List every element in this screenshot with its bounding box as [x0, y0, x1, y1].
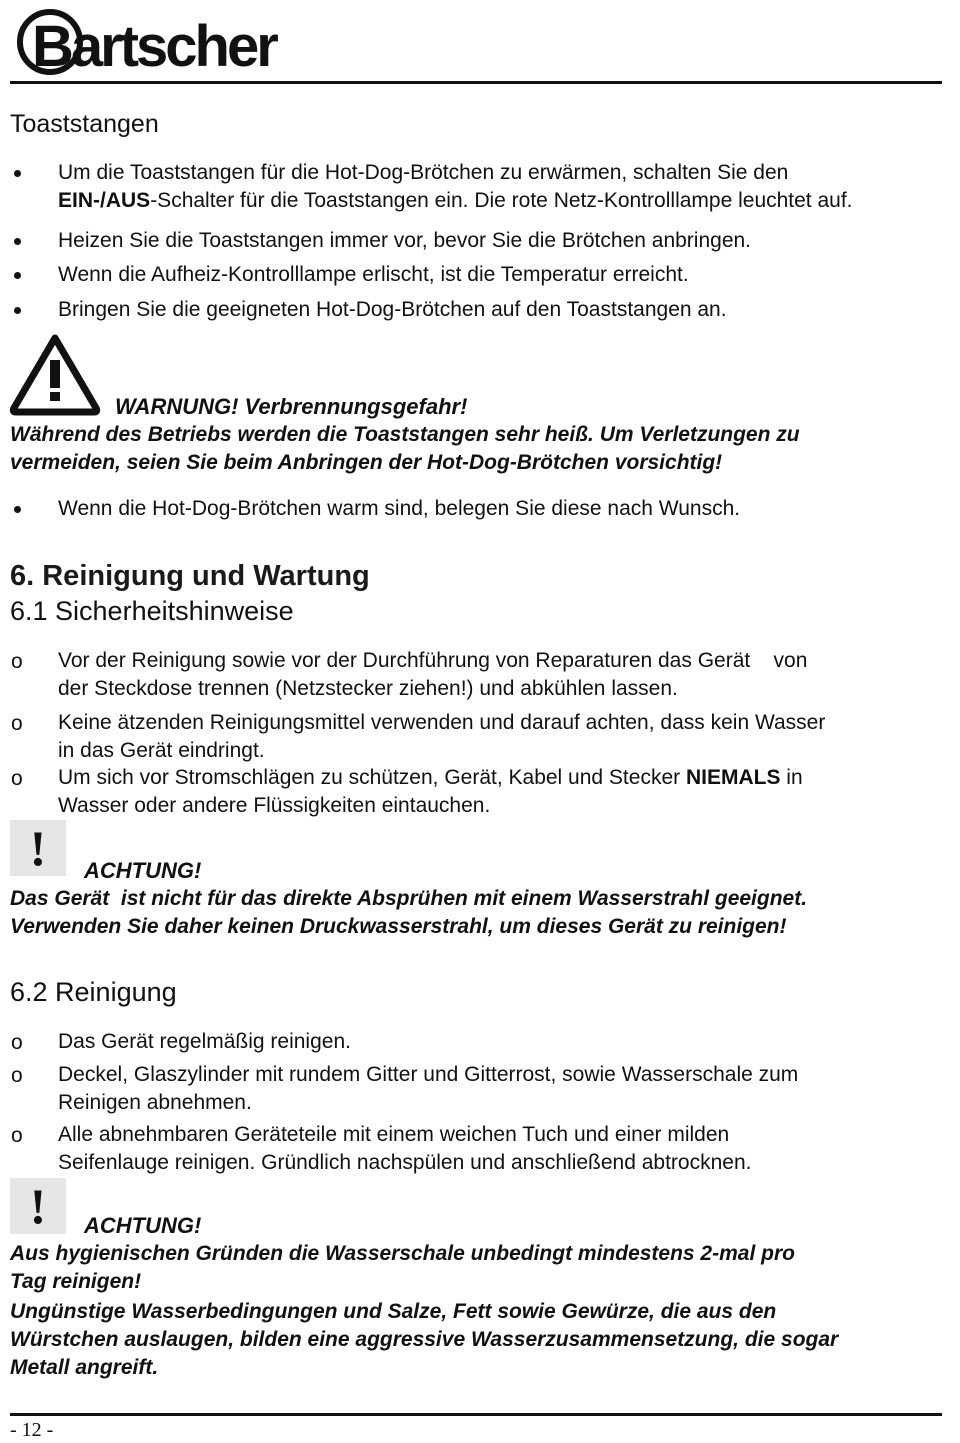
page-number: - 12 -: [10, 1419, 54, 1441]
warning-title: WARNUNG! Verbrennungsgefahr!: [115, 394, 468, 419]
clean-item-2-line2: Reinigen abnehmen.: [58, 1091, 252, 1114]
caution-body-2: [10, 1240, 950, 1382]
exclamation-icon: [10, 1178, 66, 1234]
toast-item-2: Heizen Sie die Toaststangen immer vor, bevor Sie die Brötchen anbringen.: [58, 229, 752, 252]
section-6-2-title: 6.2 Reinigung: [10, 977, 177, 1007]
caution-1-line2: Verwenden Sie daher keinen Druckwasserstrahl, um dieses Gerät zu reinigen!: [10, 915, 787, 938]
warning-line1: Während des Betriebs werden die Toaststangen sehr heiß. Um Verletzungen zu: [10, 423, 800, 446]
clean-item-3-line1: Alle abnehmbaren Geräteteile mit einem weichen Tuch und einer milden: [58, 1123, 730, 1146]
caution-body-1: [10, 885, 950, 941]
safety-item-3-pre: Um sich vor Stromschlägen zu schützen, Gerät, Kabel und Stecker: [58, 766, 686, 789]
warning-triangle-icon: [10, 334, 100, 414]
warning-line2: vermeiden, seien Sie beim Anbringen der Hot-Dog-Brötchen vorsichtig!: [10, 451, 723, 474]
safety-item-1-line1: Vor der Reinigung sowie vor der Durchführung von Reparaturen das Gerät von: [58, 649, 808, 672]
exclamation-glyph: !: [29, 1178, 47, 1234]
exclamation-icon: [10, 820, 66, 876]
bullet-o: o: [11, 650, 23, 673]
caution-2-line5: Metall angreift.: [10, 1356, 159, 1379]
bullet-dot: [14, 506, 21, 513]
exclamation-glyph: !: [29, 820, 47, 876]
safety-item-3-line2: Wasser oder andere Flüssigkeiten eintauchen.: [58, 794, 491, 817]
toast-item-3: Wenn die Aufheiz-Kontrolllampe erlischt, ist die Temperatur erreicht.: [58, 263, 689, 286]
on-off-bold: EIN-/AUS: [58, 189, 151, 212]
clean-item-3-line2: Seifenlauge reinigen. Gründlich nachspülen und anschließend abtrocknen.: [58, 1151, 752, 1174]
caution-title-2: ACHTUNG!: [84, 1213, 202, 1238]
safety-item-2-line2: in das Gerät eindringt.: [58, 739, 265, 762]
safety-item-2-line1: Keine ätzenden Reinigungsmittel verwenden und darauf achten, dass kein Wasser: [58, 711, 826, 734]
footer-rule: [10, 1413, 942, 1416]
toast-item-1-line2-rest: -Schalter für die Toaststangen ein. Die rote Netz-Kontrolllampe leuchtet auf.: [150, 189, 853, 212]
safety-item-3-line1: [58, 764, 938, 792]
toast-item-4: Bringen Sie die geeigneten Hot-Dog-Brötchen auf den Toaststangen an.: [58, 298, 727, 321]
toast-item-1: [58, 159, 938, 215]
header-rule: [10, 81, 942, 84]
logo-text: Bartscher: [32, 14, 276, 79]
safety-item-3-post: in: [780, 766, 803, 789]
bartscher-logo: [10, 6, 276, 79]
niemals-bold: NIEMALS: [685, 766, 781, 789]
caution-2-line2: Tag reinigen!: [10, 1270, 142, 1293]
safety-item-1-line2: der Steckdose trennen (Netzstecker ziehen!) und abkühlen lassen.: [58, 677, 678, 700]
clean-item-3: [58, 1121, 938, 1177]
clean-item-2: [58, 1061, 938, 1117]
warning-body: [10, 421, 950, 477]
caution-2-line4: Würstchen auslaugen, bilden eine aggressive Wasserzusammensetzung, die sogar: [10, 1328, 839, 1351]
caution-2-line3: Ungünstige Wasserbedingungen und Salze, Fett sowie Gewürze, die aus den: [10, 1300, 777, 1323]
caution-title-1: ACHTUNG!: [84, 858, 202, 883]
bullet-dot: [14, 238, 21, 245]
section-title-toaststangen: Toaststangen: [10, 110, 159, 138]
caution-2-line1: Aus hygienischen Gründen die Wasserschale unbedingt mindestens 2-mal pro: [10, 1242, 795, 1265]
bullet-o: o: [11, 767, 23, 790]
bullet-o: o: [11, 1124, 23, 1147]
bullet-o: o: [11, 712, 23, 735]
bullet-dot: [14, 307, 21, 314]
bullet-dot: [14, 170, 21, 177]
bullet-o: o: [11, 1031, 23, 1054]
clean-item-2-line1: Deckel, Glaszylinder mit rundem Gitter und Gitterrost, sowie Wasserschale zum: [58, 1063, 799, 1086]
toast-item-1-line2: [58, 187, 938, 215]
safety-item-3: [58, 764, 938, 820]
bullet-dot: [14, 272, 21, 279]
bullet-o: o: [11, 1064, 23, 1087]
section-6-title: 6. Reinigung und Wartung: [10, 560, 370, 592]
caution-1-line1: Das Gerät ist nicht für das direkte Absprühen mit einem Wasserstrahl geeignet.: [10, 887, 808, 910]
toast-item-5: Wenn die Hot-Dog-Brötchen warm sind, belegen Sie diese nach Wunsch.: [58, 497, 741, 520]
clean-item-1: Das Gerät regelmäßig reinigen.: [58, 1030, 351, 1053]
section-6-1-title: 6.1 Sicherheitshinweise: [10, 596, 294, 626]
safety-item-2: [58, 709, 938, 765]
safety-item-1: [58, 647, 938, 703]
toast-item-1-line1: Um die Toaststangen für die Hot-Dog-Brötchen zu erwärmen, schalten Sie den: [58, 161, 789, 184]
